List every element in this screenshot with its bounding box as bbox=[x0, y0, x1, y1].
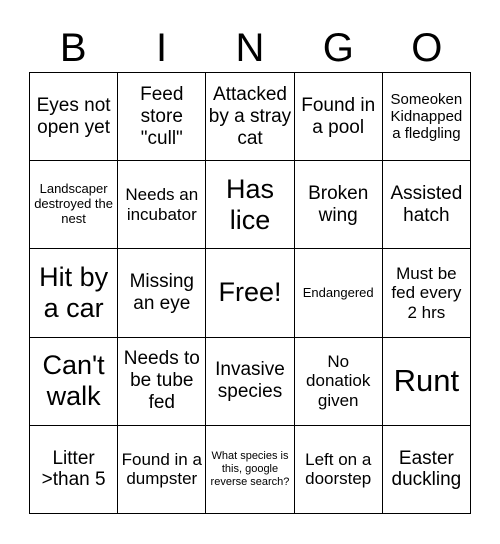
bingo-cell[interactable]: Found in a pool bbox=[295, 73, 383, 161]
bingo-cell[interactable]: No donatiok given bbox=[295, 338, 383, 426]
bingo-cell[interactable]: Someoken Kidnapped a fledgling bbox=[383, 73, 471, 161]
bingo-cell[interactable]: What species is this, google reverse search? bbox=[206, 426, 294, 514]
bingo-cell[interactable]: Landscaper destroyed the nest bbox=[30, 161, 118, 249]
bingo-header bbox=[29, 24, 471, 72]
bingo-cell[interactable]: Missing an eye bbox=[118, 249, 206, 337]
bingo-cell[interactable]: Litter >than 5 bbox=[30, 426, 118, 514]
bingo-grid bbox=[29, 72, 471, 514]
bingo-cell[interactable]: Must be fed every 2 hrs bbox=[383, 249, 471, 337]
bingo-cell[interactable]: Eyes not open yet bbox=[30, 73, 118, 161]
bingo-cell[interactable]: Has lice bbox=[206, 161, 294, 249]
bingo-cell[interactable]: Feed store "cull" bbox=[118, 73, 206, 161]
header-letter-o: O bbox=[411, 26, 443, 70]
bingo-cell[interactable]: Runt bbox=[383, 338, 471, 426]
bingo-cell[interactable]: Hit by a car bbox=[30, 249, 118, 337]
bingo-cell[interactable]: Can't walk bbox=[30, 338, 118, 426]
bingo-cell[interactable]: Easter duckling bbox=[383, 426, 471, 514]
header-letter-b: B bbox=[59, 26, 87, 70]
bingo-cell[interactable]: Left on a doorstep bbox=[295, 426, 383, 514]
bingo-cell[interactable]: Broken wing bbox=[295, 161, 383, 249]
bingo-cell[interactable]: Endangered bbox=[295, 249, 383, 337]
header-letter-n: N bbox=[235, 26, 265, 70]
bingo-cell[interactable]: Assisted hatch bbox=[383, 161, 471, 249]
bingo-cell[interactable]: Found in a dumpster bbox=[118, 426, 206, 514]
header-letter-i: I bbox=[156, 26, 168, 70]
bingo-cell[interactable]: Attacked by a stray cat bbox=[206, 73, 294, 161]
bingo-cell[interactable]: Invasive species bbox=[206, 338, 294, 426]
bingo-cell free-space[interactable]: Free! bbox=[206, 249, 294, 337]
header-letter-g: G bbox=[322, 26, 354, 70]
bingo-cell[interactable]: Needs an incubator bbox=[118, 161, 206, 249]
bingo-cell[interactable]: Needs to be tube fed bbox=[118, 338, 206, 426]
